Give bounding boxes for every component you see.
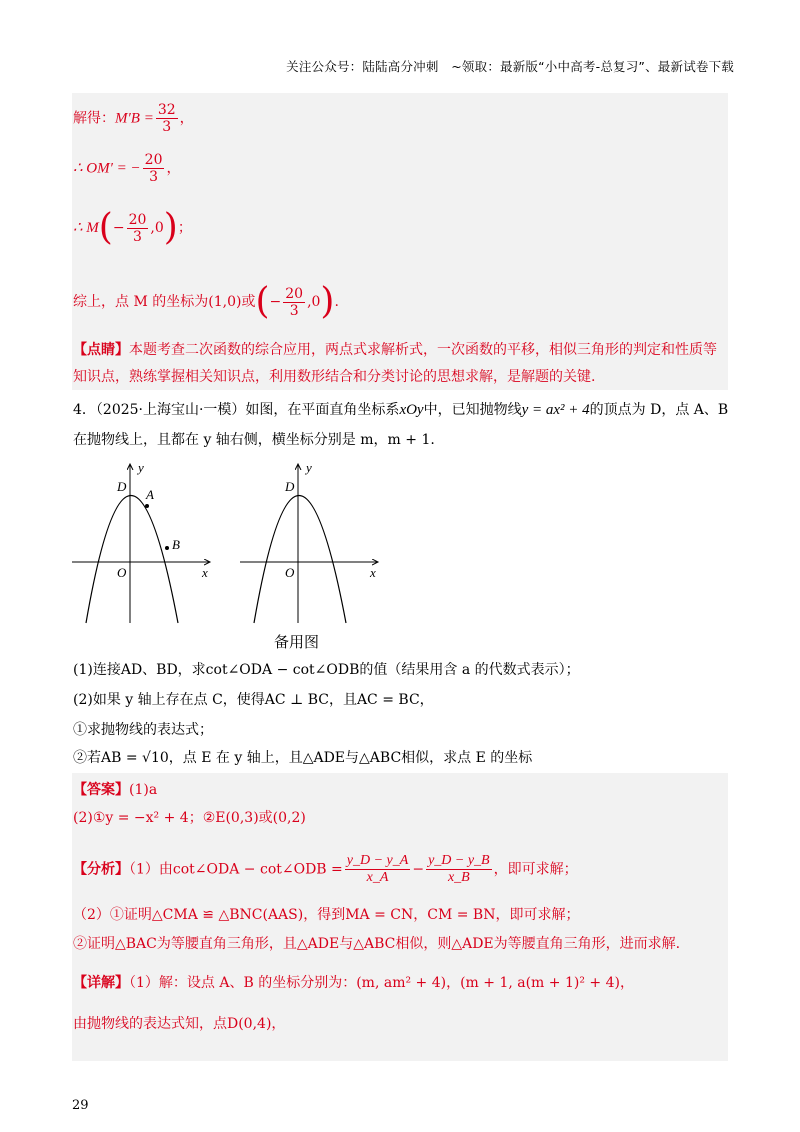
question-2: (2)如果 y 轴上存在点 C，使得AC ⊥ BC，且AC = BC， <box>73 692 434 708</box>
solution-line-3: ∴ M(− $\frac{20}{3}$ ,0)； <box>73 207 192 248</box>
analysis-line-2: （2）①证明△CMA ≌ △BNC(AAS)，得到MA = CN，CM = BN，即可求解； <box>73 907 580 923</box>
solution-line-4: 综上，点 M 的坐标为(1,0)或(− $\frac{20}{3}$ ,0). <box>73 281 339 322</box>
dianjing-line-2: 知识点，熟练掌握相关知识点，利用数形结合和分类讨论的思想求解，是解题的关键. <box>73 369 596 385</box>
solution-line-1: 解得：M′B = $\frac{32}{3}$ ， <box>73 102 194 135</box>
detail-line-2: 由抛物线的表达式知，点D(0,4)， <box>73 1016 286 1032</box>
figure-caption: 备用图 <box>274 633 320 651</box>
label-x: x <box>202 565 208 580</box>
dianjing-line-1: 【点睛】本题考查二次函数的综合应用，两点式求解析式，一次函数的平移，相似三角形的判定和性质等 <box>73 342 717 358</box>
label-a: A <box>146 487 154 502</box>
point-a <box>145 504 149 508</box>
label-o: O <box>117 565 127 580</box>
detail-line-1: 【详解】（1）解：设点 A、B 的坐标分别为：(m, am² + 4)，(m + 1, a(m + 1)² + 4)， <box>73 975 634 991</box>
question-2-1: ①求抛物线的表达式； <box>73 722 213 738</box>
problem-line-2: 在抛物线上，且都在 y 轴右侧，横坐标分别是 m，m + 1. <box>73 432 435 448</box>
parabola-figure-spare <box>238 458 388 628</box>
answer-line-2: (2)①y = −x² + 4；②E(0,3)或(0,2) <box>73 810 306 826</box>
label-y: y <box>306 460 312 475</box>
label-x: x <box>370 565 376 580</box>
question-2-2: ②若AB = √10，点 E 在 y 轴上，且△ADE与△ABC相似，求点 E 的坐标 <box>73 750 533 766</box>
label-y: y <box>138 460 144 475</box>
page-number: 29 <box>72 1098 89 1113</box>
parabola-curve <box>254 496 346 624</box>
label-b: B <box>172 537 180 552</box>
parabola-curve <box>86 496 178 624</box>
problem-line-1: 4．（2025·上海宝山·一模）如图，在平面直角坐标系xOy中，已知抛物线y = ax² + 4的顶点为 D，点 A、B <box>73 402 729 418</box>
label-d: D <box>285 479 295 494</box>
point-b <box>165 546 169 550</box>
label-o: O <box>285 565 295 580</box>
analysis-line-3: ②证明△BAC为等腰直角三角形，且△ADE与△ABC相似，则△ADE为等腰直角三角形，进而求解. <box>73 936 681 952</box>
answer-line-1: 【答案】(1)a <box>73 782 158 798</box>
question-1: (1)连接AD、BD，求cot∠ODA − cot∠ODB的值（结果用含 a 的代数式表示）； <box>73 662 580 678</box>
label-d: D <box>117 479 127 494</box>
header-note: 关注公众号：陆陆高分冲刺 ~领取：最新版“小中高考-总复习”、最新试卷下载 <box>286 59 734 74</box>
analysis-line-1: 【分析】（1）由cot∠ODA − cot∠ODB = $\frac{y\_D - y\_A}{x\_A}$ − $\frac{y\_D - y\_B}{x\_B}$ ，即可求解； <box>73 853 578 885</box>
solution-line-2: ∴ OM′ = − $\frac{20}{3}$ ， <box>73 152 181 185</box>
parabola-figure-main <box>70 458 220 628</box>
